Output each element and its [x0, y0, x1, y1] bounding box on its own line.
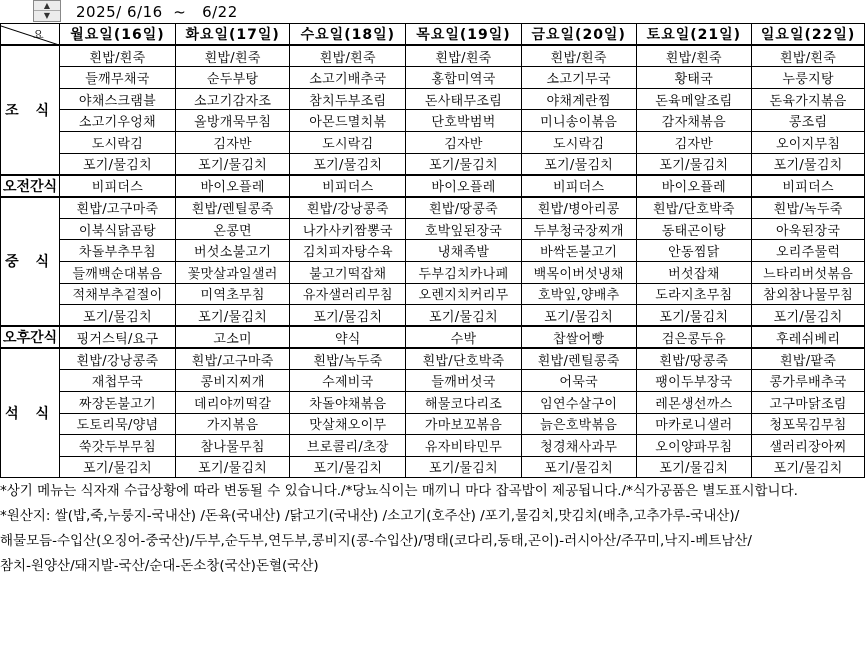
menu-row	[1, 435, 865, 457]
menu-cell: 흰밥/강낭콩죽	[290, 197, 406, 219]
menu-cell: 임연수살구이	[521, 391, 636, 413]
menu-cell: 바이오플레	[636, 175, 752, 197]
menu-cell: 포기/물김치	[752, 153, 865, 175]
menu-cell: 흰밥/녹두죽	[752, 197, 865, 219]
menu-row	[1, 326, 865, 348]
menu-cell: 흰밥/흰죽	[175, 45, 290, 67]
menu-cell: 김치피자탕수육	[290, 240, 406, 262]
menu-row	[1, 413, 865, 435]
menu-cell: 올방개묵무침	[175, 110, 290, 132]
menu-cell: 후레쉬베리	[752, 326, 865, 348]
menu-cell: 돈육가지볶음	[752, 88, 865, 110]
menu-cell: 흰밥/병아리콩	[521, 197, 636, 219]
menu-cell: 포기/물김치	[636, 153, 752, 175]
menu-cell: 유자비타민무	[406, 435, 522, 457]
date-range: 2025/ 6/16 ~ 6/22	[76, 3, 238, 21]
menu-cell: 도라지초무침	[636, 283, 752, 305]
spin-down-icon[interactable]: ▼	[43, 11, 51, 20]
menu-cell: 소고기감자조	[175, 88, 290, 110]
menu-cell: 고구마닭조림	[752, 391, 865, 413]
menu-cell: 수박	[406, 326, 522, 348]
menu-cell: 도시락김	[290, 131, 406, 153]
menu-row	[1, 131, 865, 153]
menu-cell: 단호박범벅	[406, 110, 522, 132]
menu-cell: 비피더스	[60, 175, 176, 197]
menu-cell: 핑거스틱/요구	[60, 326, 176, 348]
menu-cell: 포기/물김치	[521, 153, 636, 175]
menu-row	[1, 261, 865, 283]
menu-cell: 어묵국	[521, 370, 636, 392]
menu-cell: 바싹돈불고기	[521, 240, 636, 262]
menu-cell: 흰밥/흰죽	[406, 45, 522, 67]
menu-cell: 맛살채오이무	[290, 413, 406, 435]
menu-row	[1, 153, 865, 175]
menu-cell: 포기/물김치	[60, 305, 176, 327]
day-header: 금요일(20일)	[521, 24, 636, 46]
menu-cell: 순두부탕	[175, 67, 290, 89]
menu-cell: 흰밥/땅콩죽	[636, 348, 752, 370]
menu-cell: 포기/물김치	[752, 305, 865, 327]
menu-cell: 청포묵김무침	[752, 413, 865, 435]
menu-cell: 포기/물김치	[406, 456, 522, 478]
menu-cell: 아욱된장국	[752, 218, 865, 240]
menu-cell: 호박잎된장국	[406, 218, 522, 240]
menu-cell: 냉채족발	[406, 240, 522, 262]
menu-cell: 데리야끼떡갈	[175, 391, 290, 413]
day-header: 목요일(19일)	[406, 24, 522, 46]
menu-cell: 포기/물김치	[752, 456, 865, 478]
menu-cell: 들깨버섯국	[406, 370, 522, 392]
menu-cell: 오이지무침	[752, 131, 865, 153]
menu-cell: 짜장돈불고기	[60, 391, 176, 413]
menu-cell: 버섯잡채	[636, 261, 752, 283]
note-line: *원산지: 쌀(밥,죽,누룽지-국내산) /돈육(국내산) /닭고기(국내산) /소고기(호주산) /포기,물김치,맛김치(배추,고추가루-국내산)/	[0, 508, 740, 524]
menu-cell: 콩가루배추국	[752, 370, 865, 392]
menu-cell: 흰밥/흰죽	[290, 45, 406, 67]
menu-cell: 들깨무채국	[60, 67, 176, 89]
meal-category: 석 식	[1, 348, 60, 478]
menu-cell: 바이오플레	[175, 175, 290, 197]
note-line: 참치-원양산/돼지발-국산/순대-돈소창(국산)돈혈(국산)	[0, 558, 319, 574]
menu-cell: 흰밥/흰죽	[636, 45, 752, 67]
menu-cell: 유자샐러리무침	[290, 283, 406, 305]
menu-cell: 흰밥/단호박죽	[636, 197, 752, 219]
menu-cell: 늙은호박볶음	[521, 413, 636, 435]
day-header-row	[1, 24, 865, 46]
menu-cell: 흰밥/렌틸콩죽	[521, 348, 636, 370]
menu-cell: 감자채볶음	[636, 110, 752, 132]
menu-cell: 차돌부추무침	[60, 240, 176, 262]
corner-label: 요	[33, 28, 44, 41]
menu-cell: 팽이두부장국	[636, 370, 752, 392]
menu-cell: 마카로니샐러	[636, 413, 752, 435]
menu-cell: 브로콜리/초장	[290, 435, 406, 457]
menu-row	[1, 110, 865, 132]
menu-cell: 흰밥/팥죽	[752, 348, 865, 370]
menu-cell: 콩조림	[752, 110, 865, 132]
menu-cell: 흰밥/땅콩죽	[406, 197, 522, 219]
menu-cell: 김자반	[406, 131, 522, 153]
menu-row	[1, 348, 865, 370]
menu-cell: 비피더스	[290, 175, 406, 197]
menu-row	[1, 391, 865, 413]
menu-cell: 샐러리장아찌	[752, 435, 865, 457]
menu-cell: 흰밥/고구마죽	[60, 197, 176, 219]
menu-cell: 포기/물김치	[175, 153, 290, 175]
corner-cell	[1, 24, 60, 46]
menu-cell: 레몬생선까스	[636, 391, 752, 413]
menu-cell: 두부청국장찌개	[521, 218, 636, 240]
note-line: *상기 메뉴는 식자재 수급상황에 따라 변동될 수 있습니다./*당뇨식이는 매끼니 마다 잡곡밥이 제공됩니다./*식가공품은 별도표시합니다.	[0, 483, 798, 499]
menu-cell: 포기/물김치	[290, 305, 406, 327]
weekly-menu-table	[0, 23, 865, 478]
menu-cell: 흰밥/렌틸콩죽	[175, 197, 290, 219]
menu-cell: 소고기우엉채	[60, 110, 176, 132]
menu-cell: 가마보꼬볶음	[406, 413, 522, 435]
menu-cell: 포기/물김치	[636, 305, 752, 327]
menu-cell: 비피더스	[752, 175, 865, 197]
menu-cell: 참외참나물무침	[752, 283, 865, 305]
menu-cell: 두부김치카나페	[406, 261, 522, 283]
menu-row	[1, 240, 865, 262]
menu-cell: 동태곤이탕	[636, 218, 752, 240]
menu-cell: 백목이버섯냉채	[521, 261, 636, 283]
menu-cell: 돈육메알조림	[636, 88, 752, 110]
menu-cell: 도토리묵/양념	[60, 413, 176, 435]
menu-cell: 황태국	[636, 67, 752, 89]
menu-cell: 포기/물김치	[175, 305, 290, 327]
menu-cell: 오렌지치커리무	[406, 283, 522, 305]
menu-cell: 오리주물럭	[752, 240, 865, 262]
menu-cell: 흰밥/녹두죽	[290, 348, 406, 370]
menu-cell: 흰밥/강낭콩죽	[60, 348, 176, 370]
menu-cell: 참나물무침	[175, 435, 290, 457]
menu-cell: 포기/물김치	[290, 153, 406, 175]
menu-row	[1, 370, 865, 392]
menu-cell: 버섯소불고기	[175, 240, 290, 262]
menu-cell: 김자반	[636, 131, 752, 153]
menu-cell: 포기/물김치	[636, 456, 752, 478]
menu-row	[1, 67, 865, 89]
menu-cell: 아몬드멸치볶	[290, 110, 406, 132]
day-header: 월요일(16일)	[60, 24, 176, 46]
menu-cell: 포기/물김치	[60, 153, 176, 175]
menu-row	[1, 283, 865, 305]
corner-diagonal	[1, 24, 59, 45]
menu-cell: 참치두부조림	[290, 88, 406, 110]
meal-category: 오전간식	[1, 175, 60, 197]
day-header: 일요일(22일)	[752, 24, 865, 46]
menu-cell: 약식	[290, 326, 406, 348]
menu-cell: 포기/물김치	[521, 456, 636, 478]
menu-cell: 도시락김	[521, 131, 636, 153]
menu-cell: 포기/물김치	[406, 305, 522, 327]
menu-cell: 소고기배추국	[290, 67, 406, 89]
menu-cell: 적채부추겉절이	[60, 283, 176, 305]
menu-cell: 미니송이볶음	[521, 110, 636, 132]
menu-cell: 바이오플레	[406, 175, 522, 197]
meal-category: 중 식	[1, 197, 60, 327]
menu-cell: 흰밥/단호박죽	[406, 348, 522, 370]
menu-cell: 비피더스	[521, 175, 636, 197]
menu-cell: 홍합미역국	[406, 67, 522, 89]
menu-cell: 들깨백순대볶음	[60, 261, 176, 283]
day-header: 화요일(17일)	[175, 24, 290, 46]
meal-category: 조 식	[1, 45, 60, 175]
menu-cell: 호박잎,양배추	[521, 283, 636, 305]
menu-cell: 포기/물김치	[406, 153, 522, 175]
menu-cell: 흰밥/흰죽	[60, 45, 176, 67]
menu-cell: 꽃맛살과일샐러	[175, 261, 290, 283]
menu-cell: 검은콩두유	[636, 326, 752, 348]
menu-cell: 찹쌀어빵	[521, 326, 636, 348]
menu-cell: 포기/물김치	[290, 456, 406, 478]
menu-cell: 흰밥/흰죽	[752, 45, 865, 67]
menu-cell: 수제비국	[290, 370, 406, 392]
menu-row	[1, 197, 865, 219]
meal-category: 오후간식	[1, 326, 60, 348]
menu-row	[1, 305, 865, 327]
menu-row	[1, 45, 865, 67]
menu-cell: 도시락김	[60, 131, 176, 153]
menu-row	[1, 88, 865, 110]
spin-up-icon[interactable]: ▲	[34, 1, 60, 11]
menu-cell: 해물코다리조	[406, 391, 522, 413]
note-line: 해물모듬-수입산(오징어-중국산)/두부,순두부,연두부,콩비지(콩-수입산)/명태(코다리,동태,곤이)-러시아산/주꾸미,낙지-베트남산/	[0, 533, 752, 549]
menu-cell: 청경채사과무	[521, 435, 636, 457]
menu-cell: 차돌야채볶음	[290, 391, 406, 413]
menu-cell: 이북식닭곰탕	[60, 218, 176, 240]
menu-row	[1, 456, 865, 478]
menu-cell: 흰밥/흰죽	[521, 45, 636, 67]
row-spinner[interactable]	[33, 0, 61, 22]
menu-cell: 포기/물김치	[175, 456, 290, 478]
menu-cell: 안동찜닭	[636, 240, 752, 262]
menu-cell: 야채계란찜	[521, 88, 636, 110]
menu-cell: 김자반	[175, 131, 290, 153]
day-header: 수요일(18일)	[290, 24, 406, 46]
menu-cell: 오이양파무침	[636, 435, 752, 457]
menu-cell: 흰밥/고구마죽	[175, 348, 290, 370]
menu-cell: 고소미	[175, 326, 290, 348]
menu-row	[1, 175, 865, 197]
menu-cell: 나가사키짬뽕국	[290, 218, 406, 240]
menu-cell: 콩비지찌개	[175, 370, 290, 392]
menu-cell: 가지볶음	[175, 413, 290, 435]
menu-cell: 미역초무침	[175, 283, 290, 305]
menu-cell: 누룽지탕	[752, 67, 865, 89]
menu-cell: 온콩면	[175, 218, 290, 240]
menu-row	[1, 218, 865, 240]
menu-cell: 재첩무국	[60, 370, 176, 392]
menu-cell: 소고기무국	[521, 67, 636, 89]
menu-cell: 포기/물김치	[60, 456, 176, 478]
menu-cell: 돈사태무조림	[406, 88, 522, 110]
day-header: 토요일(21일)	[636, 24, 752, 46]
menu-cell: 불고기떡잡채	[290, 261, 406, 283]
header-row	[0, 0, 865, 22]
menu-cell: 야채스크램블	[60, 88, 176, 110]
menu-cell: 느타리버섯볶음	[752, 261, 865, 283]
menu-cell: 포기/물김치	[521, 305, 636, 327]
menu-cell: 쑥갓두부무침	[60, 435, 176, 457]
